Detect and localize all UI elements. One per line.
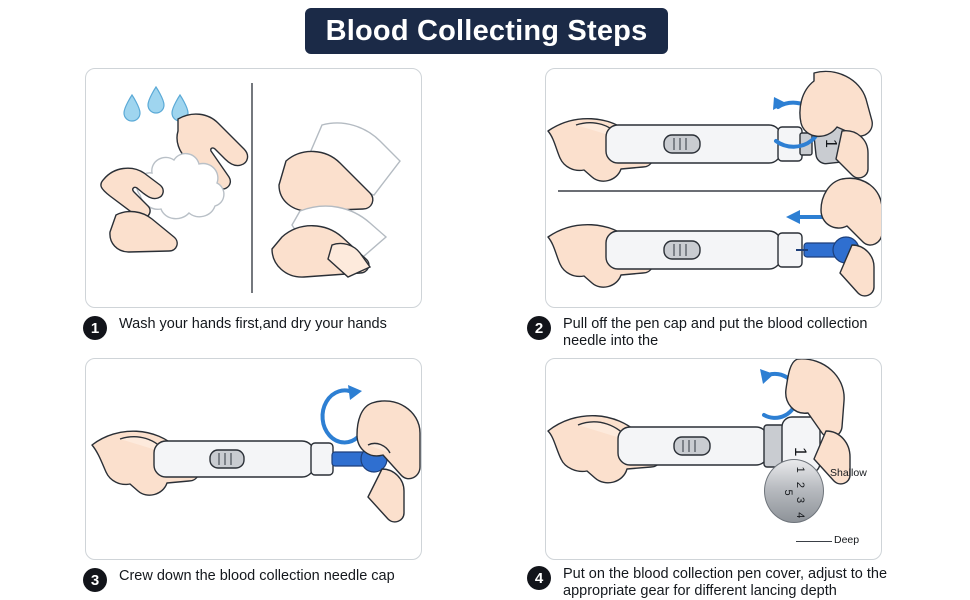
step-2-caption-text: Pull off the pen cap and put the blood collection needle into the xyxy=(563,316,868,350)
pen-cap-removal-illustration xyxy=(546,69,881,307)
svg-text:1: 1 xyxy=(822,139,839,148)
step-3-illustration-frame xyxy=(85,358,422,560)
step-3-caption xyxy=(83,568,443,592)
depth-dial-numbers: 1 2 3 4 5 xyxy=(782,466,806,522)
step-4-illustration-frame xyxy=(545,358,882,560)
step-1-caption xyxy=(83,316,443,340)
svg-text:1: 1 xyxy=(791,447,810,457)
step-2-illustration-frame xyxy=(545,68,882,308)
page-title-bar xyxy=(305,8,668,54)
pen-cover-depth-illustration xyxy=(546,359,881,559)
step-4-caption xyxy=(527,566,917,600)
depth-dial[interactable] xyxy=(764,459,824,523)
hands-washing-illustration xyxy=(86,69,421,307)
shallow-label: Shallow xyxy=(830,467,867,479)
rotate-arrow-icon xyxy=(323,385,362,442)
deep-label: Deep xyxy=(834,534,860,546)
page-title: Blood Collecting Steps xyxy=(325,14,648,47)
step-1-caption-text: Wash your hands first,and dry your hands xyxy=(119,316,387,332)
needle-cap-twist-illustration xyxy=(86,359,421,559)
deep-leader-line xyxy=(796,541,832,542)
step-1-illustration-frame xyxy=(85,68,422,308)
step-2-number: 2 xyxy=(527,316,551,340)
step-4-number: 4 xyxy=(527,566,551,590)
step-3-caption-text: Crew down the blood collection needle cap xyxy=(119,568,395,584)
step-4-caption-text: Put on the blood collection pen cover, adjust to the appropriate gear for different lancing depth xyxy=(563,566,888,600)
step-2-caption xyxy=(527,316,907,350)
step-3-number: 3 xyxy=(83,568,107,592)
step-1-number: 1 xyxy=(83,316,107,340)
water-drop-icon xyxy=(124,87,188,121)
